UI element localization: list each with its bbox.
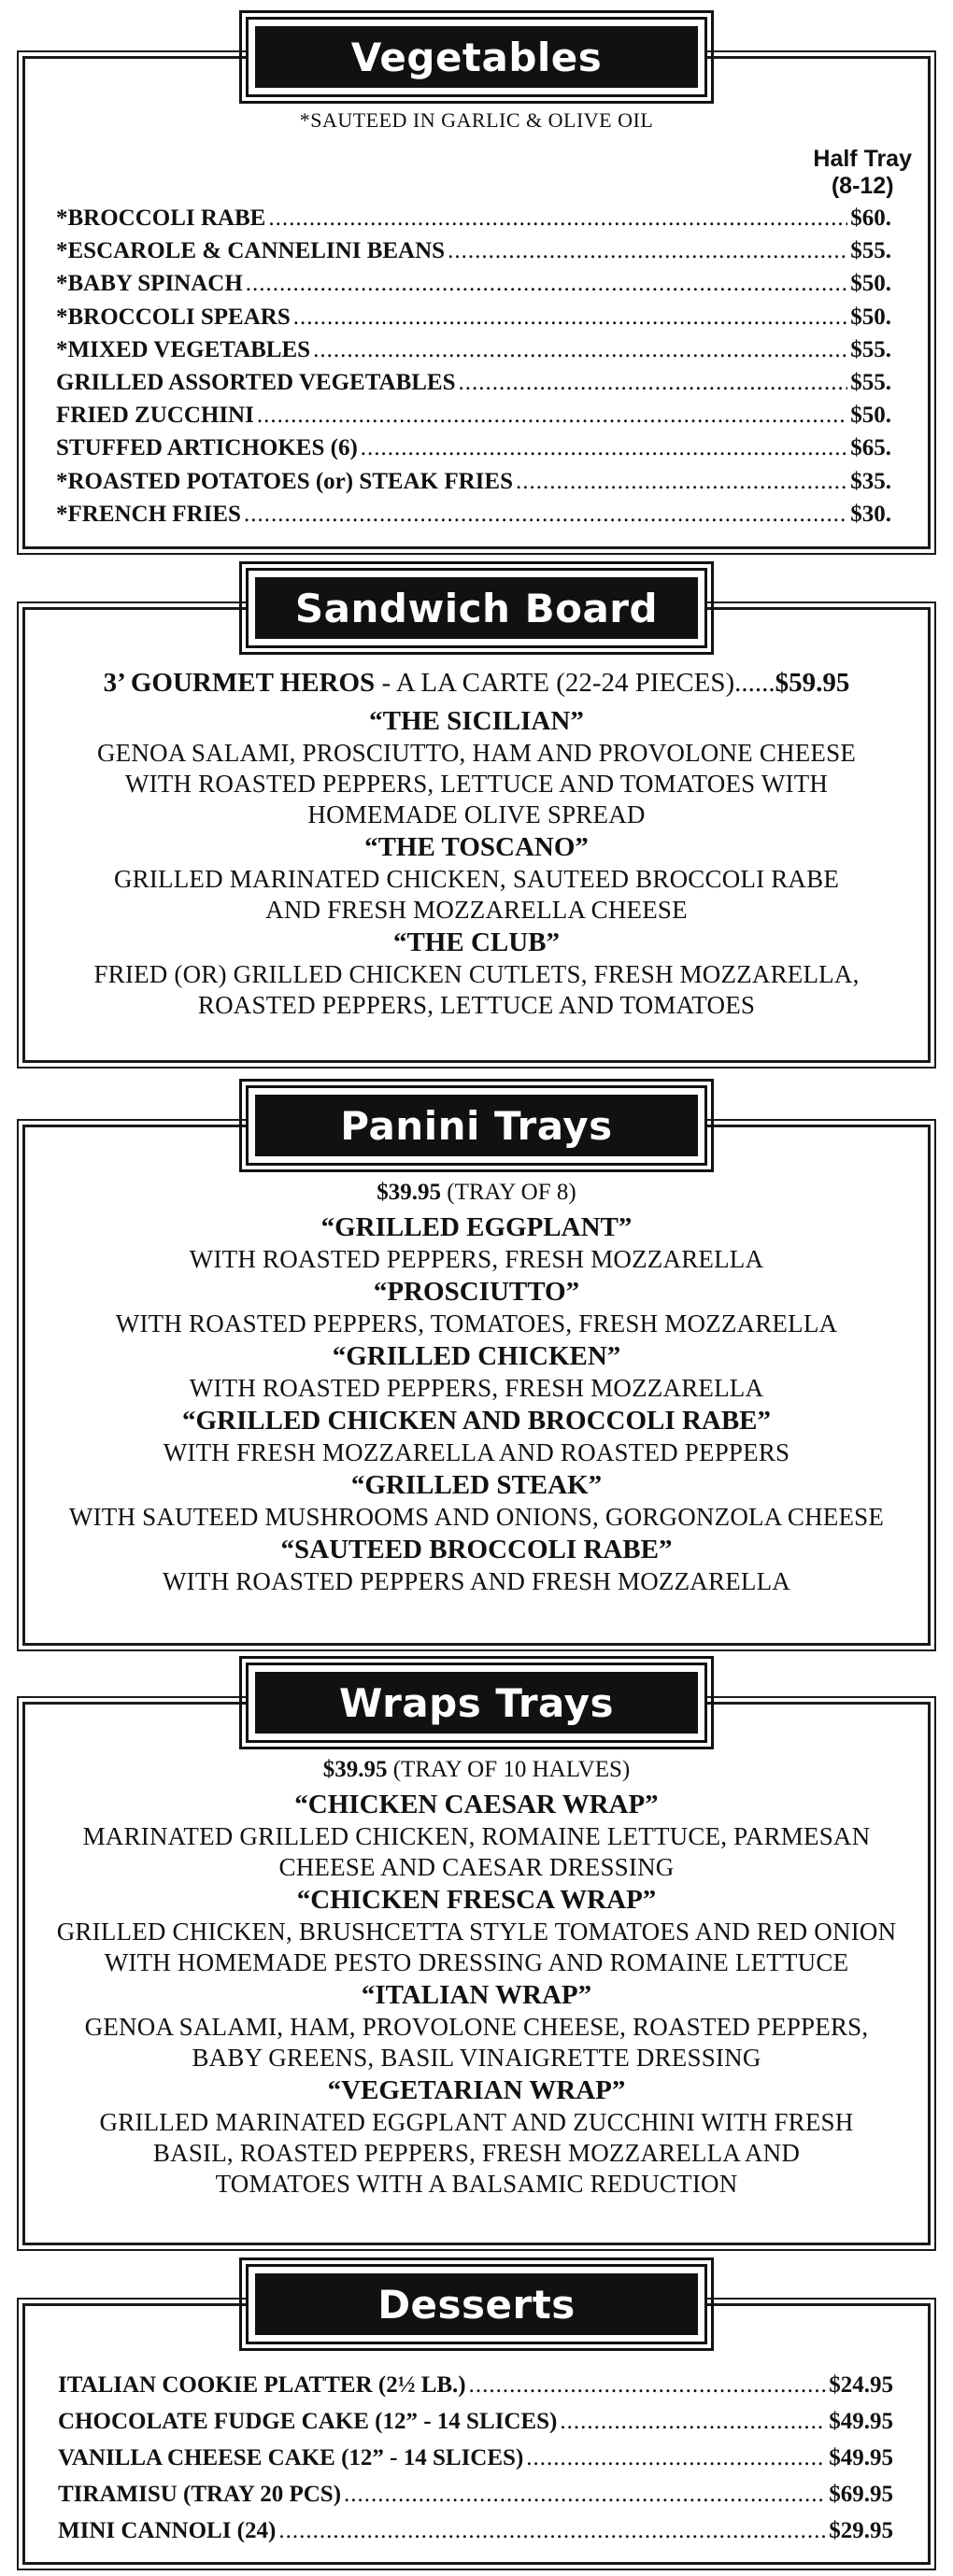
vegetable-row	[56, 234, 891, 267]
item-title: “CHICKEN FRESCA WRAP”	[296, 1885, 657, 1915]
item-name: MINI CANNOLI (24)	[58, 2518, 277, 2543]
item-description: FRIED (OR) GRILLED CHICKEN CUTLETS, FRESH MOZZARELLA,	[93, 960, 860, 988]
item-name: *MIXED VEGETABLES	[56, 336, 311, 362]
vegetable-row	[56, 432, 891, 464]
panini-price-line	[34, 1175, 919, 1210]
dot-leader	[459, 366, 848, 399]
dot-leader	[448, 234, 847, 267]
panini-item	[34, 1339, 919, 1404]
panini-item	[34, 1404, 919, 1468]
item-title: “SAUTEED BROCCOLI RABE”	[280, 1535, 673, 1564]
vegetables-list	[56, 202, 891, 531]
item-description: ROASTED PEPPERS, LETTUCE AND TOMATOES	[197, 991, 756, 1019]
vegetables-section	[22, 17, 931, 549]
item-title: “THE CLUB”	[392, 927, 561, 957]
dot-leader	[469, 2367, 827, 2403]
wrap-item	[32, 2074, 921, 2200]
item-price: $69.95	[829, 2482, 893, 2507]
item-description: GENOA SALAMI, HAM, PROVOLONE CHEESE, ROASTED PEPPERS,	[84, 2013, 869, 2041]
panini-item	[34, 1533, 919, 1597]
gourmet-heros-line	[39, 665, 914, 701]
wrap-item	[32, 1978, 921, 2074]
hero-name: 3’ GOURMET HEROS	[103, 668, 376, 698]
item-description: WITH ROASTED PEPPERS, TOMATOES, FRESH MOZZARELLA	[115, 1309, 838, 1338]
item-description: HOMEMADE OLIVE SPREAD	[307, 800, 646, 828]
item-title: “ITALIAN WRAP”	[361, 1980, 592, 2010]
item-description: GENOA SALAMI, PROSCIUTTO, HAM AND PROVOLONE CHEESE	[96, 739, 857, 767]
dot-leader	[361, 432, 847, 464]
item-price: $49.95	[829, 2445, 893, 2470]
vegetable-row	[56, 498, 891, 531]
item-name: GRILLED ASSORTED VEGETABLES	[56, 370, 456, 396]
item-name: *BROCCOLI SPEARS	[56, 304, 291, 330]
vegetable-row	[56, 202, 891, 234]
section-title: Desserts	[377, 2281, 576, 2328]
dessert-row	[58, 2440, 893, 2476]
sandwich-board-title-banner	[246, 568, 707, 648]
dot-leader	[244, 498, 847, 531]
item-description: MARINATED GRILLED CHICKEN, ROMAINE LETTUCE, PARMESAN	[82, 1822, 871, 1850]
dessert-row	[58, 2403, 893, 2440]
item-price: $55.	[850, 336, 891, 362]
section-title: Wraps Trays	[338, 1679, 614, 1726]
item-price: $65.	[850, 435, 891, 461]
desserts-section	[22, 2264, 931, 2565]
dot-leader	[560, 2403, 826, 2440]
desserts-list	[58, 2367, 893, 2549]
hero-price: $59.95	[775, 668, 850, 698]
item-name: *BROCCOLI RABE	[56, 205, 266, 231]
dessert-row	[58, 2476, 893, 2512]
vegetable-row	[56, 267, 891, 300]
item-description: AND FRESH MOZZARELLA CHEESE	[265, 896, 688, 924]
item-title: “GRILLED STEAK”	[350, 1470, 603, 1500]
wrap-item	[32, 1788, 921, 1883]
vegetable-row	[56, 465, 891, 498]
item-title: “CHICKEN CAESAR WRAP”	[294, 1790, 659, 1819]
item-name: STUFFED ARTICHOKES (6)	[56, 435, 358, 461]
section-title: Sandwich Board	[294, 585, 659, 631]
item-title: “VEGETARIAN WRAP”	[327, 2075, 626, 2105]
panini-price-note: (TRAY OF 8)	[441, 1180, 576, 1205]
vegetables-title-banner	[246, 17, 707, 97]
item-description: GRILLED MARINATED CHICKEN, SAUTEED BROCCOLI RABE	[113, 865, 840, 893]
panini-item	[34, 1210, 919, 1275]
sandwich-board-section	[22, 568, 931, 1063]
item-name: *ROASTED POTATOES (or) STEAK FRIES	[56, 468, 513, 494]
item-description: WITH SAUTEED MUSHROOMS AND ONIONS, GORGONZOLA CHEESE	[68, 1503, 885, 1531]
half-tray-header: Half Tray (8-12)	[813, 146, 912, 199]
sandwich-item	[39, 830, 914, 926]
item-price: $50.	[850, 304, 891, 330]
item-price: $49.95	[829, 2409, 893, 2434]
panini-list	[34, 1210, 919, 1597]
item-price: $50.	[850, 271, 891, 297]
item-description: WITH ROASTED PEPPERS, FRESH MOZZARELLA	[189, 1245, 764, 1273]
sandwich-item	[39, 926, 914, 1021]
sandwich-item	[39, 704, 914, 830]
item-title: “THE SICILIAN”	[369, 706, 584, 736]
panini-trays-title-banner	[246, 1085, 707, 1166]
section-title: Panini Trays	[340, 1102, 613, 1149]
item-title: “GRILLED CHICKEN AND BROCCOLI RABE”	[181, 1406, 772, 1436]
dot-leader	[344, 2476, 826, 2512]
dot-leader	[246, 267, 847, 300]
wraps-price-note: (TRAY OF 10 HALVES)	[387, 1757, 631, 1782]
item-description: GRILLED CHICKEN, BRUSHCETTA STYLE TOMATOES AND RED ONION	[56, 1918, 897, 1946]
panini-item	[34, 1468, 919, 1533]
item-price: $35.	[850, 468, 891, 494]
desserts-title-banner	[246, 2264, 707, 2344]
sandwich-list	[39, 704, 914, 1021]
item-price: $60.	[850, 205, 891, 231]
vegetable-row	[56, 301, 891, 333]
wraps-list	[32, 1788, 921, 2200]
wraps-trays-section	[22, 1663, 931, 2245]
item-name: VANILLA CHEESE CAKE (12” - 14 SLICES)	[58, 2445, 524, 2470]
item-description: WITH ROASTED PEPPERS AND FRESH MOZZARELLA	[163, 1567, 790, 1595]
item-description: GRILLED MARINATED EGGPLANT AND ZUCCHINI WITH FRESH	[99, 2108, 854, 2136]
item-name: *FRENCH FRIES	[56, 501, 241, 527]
item-name: ITALIAN COOKIE PLATTER (2½ LB.)	[58, 2372, 466, 2398]
panini-price: $39.95	[377, 1180, 442, 1205]
section-title: Vegetables	[350, 34, 603, 80]
item-price: $55.	[850, 238, 891, 264]
item-price: $55.	[850, 370, 891, 396]
vegetable-row	[56, 333, 891, 366]
item-title: “GRILLED CHICKEN”	[332, 1341, 621, 1371]
dot-leader	[293, 301, 848, 333]
item-name: FRIED ZUCCHINI	[56, 403, 254, 429]
wraps-price-line	[32, 1752, 921, 1788]
item-name: *ESCAROLE & CANNELINI BEANS	[56, 238, 446, 264]
wraps-price: $39.95	[322, 1757, 388, 1782]
panini-item	[34, 1275, 919, 1339]
item-name: TIRAMISU (TRAY 20 PCS)	[58, 2482, 342, 2507]
hero-detail: - A LA CARTE (22-24 PIECES)......	[375, 668, 775, 698]
item-price: $29.95	[829, 2518, 893, 2543]
item-description: WITH ROASTED PEPPERS, LETTUCE AND TOMATOES WITH	[124, 770, 829, 798]
item-title: “GRILLED EGGPLANT”	[320, 1212, 633, 1242]
wrap-item	[32, 1883, 921, 1978]
dot-leader	[313, 333, 847, 366]
item-description: CHEESE AND CAESAR DRESSING	[278, 1853, 675, 1881]
vegetable-row	[56, 366, 891, 399]
item-name: *BABY SPINACH	[56, 271, 243, 297]
dessert-row	[58, 2367, 893, 2403]
item-name: CHOCOLATE FUDGE CAKE (12” - 14 SLICES)	[58, 2409, 558, 2434]
item-price: $24.95	[829, 2372, 893, 2398]
item-price: $50.	[850, 403, 891, 429]
item-description: WITH ROASTED PEPPERS, FRESH MOZZARELLA	[189, 1374, 764, 1402]
item-description: WITH FRESH MOZZARELLA AND ROASTED PEPPERS	[163, 1438, 790, 1466]
vegetable-row	[56, 399, 891, 432]
item-description: BABY GREENS, BASIL VINAIGRETTE DRESSING	[192, 2044, 761, 2072]
wraps-trays-title-banner	[246, 1663, 707, 1743]
dot-leader	[526, 2440, 826, 2476]
item-description: WITH HOMEMADE PESTO DRESSING AND ROMAINE LETTUCE	[104, 1948, 849, 1976]
item-description: TOMATOES WITH A BALSAMIC REDUCTION	[215, 2170, 738, 2198]
dot-leader	[257, 399, 847, 432]
dot-leader	[268, 202, 847, 234]
item-description: BASIL, ROASTED PEPPERS, FRESH MOZZARELLA AND	[152, 2139, 801, 2167]
dot-leader	[516, 465, 847, 498]
item-title: “THE TOSCANO”	[364, 832, 589, 862]
panini-trays-section	[22, 1085, 931, 1646]
dot-leader	[278, 2512, 826, 2549]
item-price: $30.	[850, 501, 891, 527]
vegetables-note: *SAUTEED IN GARLIC & OLIVE OIL	[299, 108, 654, 132]
dessert-row	[58, 2512, 893, 2549]
item-title: “PROSCIUTTO”	[373, 1277, 580, 1307]
